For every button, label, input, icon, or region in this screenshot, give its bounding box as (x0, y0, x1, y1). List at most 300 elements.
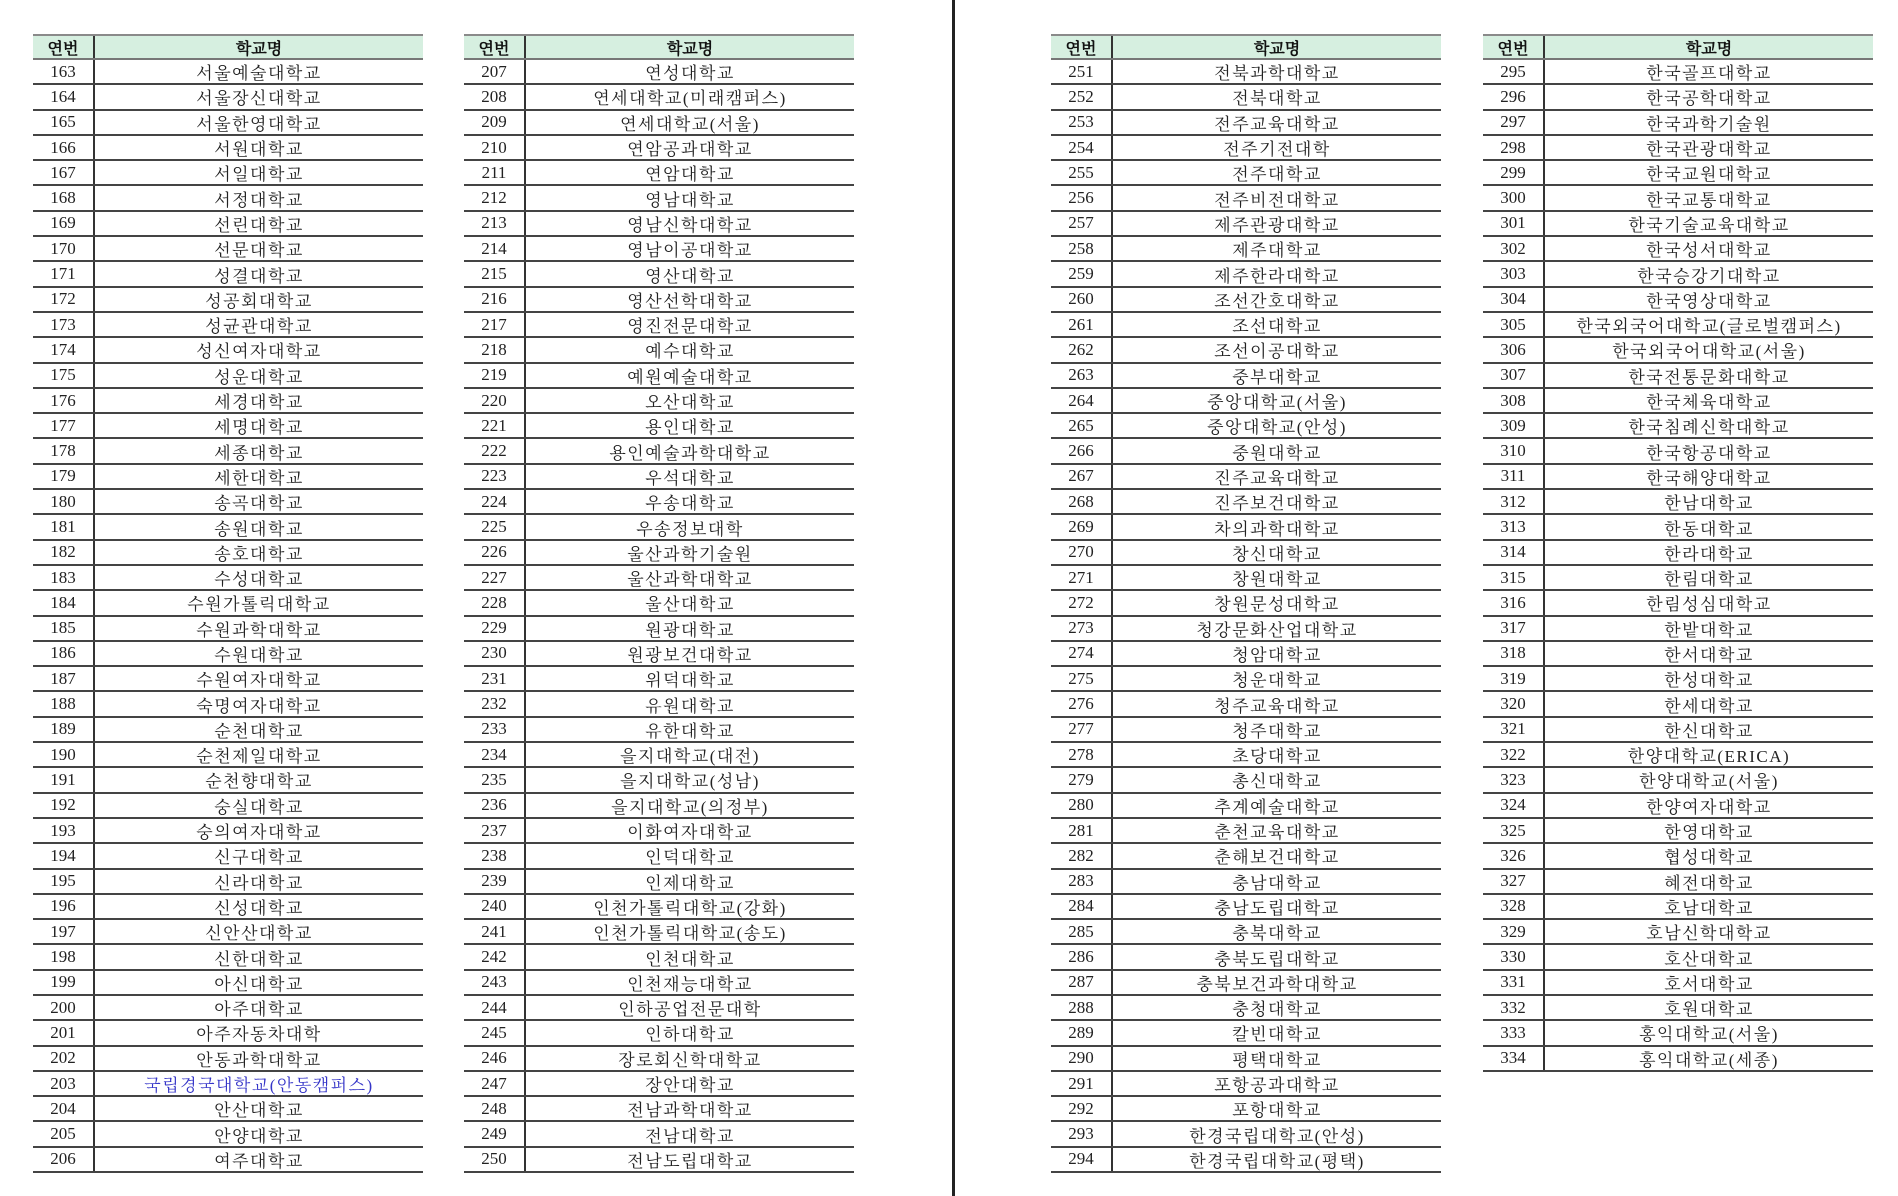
table-row (1051, 60, 1441, 85)
row-number: 296 (1483, 85, 1545, 108)
school-name: 한국전통문화대학교 (1628, 367, 1790, 387)
table-row (464, 338, 854, 363)
school-name: 인덕대학교 (645, 848, 735, 868)
table-row (1483, 60, 1873, 85)
school-name: 을지대학교(의정부) (611, 797, 769, 817)
school-name: 한국기술교육대학교 (1628, 215, 1790, 235)
table-row (33, 617, 423, 642)
row-number: 243 (464, 971, 526, 994)
school-name: 서울예술대학교 (196, 64, 322, 84)
school-name: 수원가톨릭대학교 (187, 595, 331, 615)
table-row (1051, 262, 1441, 287)
school-name: 선문대학교 (214, 241, 304, 261)
school-name: 원광대학교 (645, 620, 735, 640)
row-number: 203 (33, 1072, 95, 1095)
school-name: 제주관광대학교 (1214, 215, 1340, 235)
school-name: 한국교원대학교 (1646, 165, 1772, 185)
table-row (1051, 439, 1441, 464)
row-number: 207 (464, 60, 526, 83)
table-row (1051, 1021, 1441, 1046)
school-name: 홍익대학교(세종) (1639, 1050, 1779, 1070)
school-name: 우송대학교 (645, 494, 735, 514)
table-row (1483, 111, 1873, 136)
row-number: 249 (464, 1122, 526, 1145)
university-table-2 (464, 34, 854, 1173)
school-name: 송곡대학교 (214, 494, 304, 514)
school-name: 창원대학교 (1232, 570, 1322, 590)
school-name: 영남신학대학교 (627, 215, 753, 235)
school-name: 중부대학교 (1232, 367, 1322, 387)
school-name: 신구대학교 (214, 848, 304, 868)
school-name: 예수대학교 (645, 342, 735, 362)
row-number: 305 (1483, 313, 1545, 336)
table-row (33, 1072, 423, 1097)
row-number: 239 (464, 870, 526, 893)
row-number: 311 (1483, 465, 1545, 488)
row-number: 174 (33, 338, 95, 361)
table-row (1051, 414, 1441, 439)
row-number: 257 (1051, 212, 1113, 235)
school-name: 한경국립대학교(안성) (1189, 1126, 1365, 1146)
row-number: 251 (1051, 60, 1113, 83)
school-name: 수원과학대학교 (196, 620, 322, 640)
row-number: 327 (1483, 870, 1545, 893)
row-number: 225 (464, 515, 526, 538)
school-name: 한성대학교 (1664, 671, 1754, 691)
row-number: 172 (33, 288, 95, 311)
school-name: 성신여자대학교 (196, 342, 322, 362)
school-name: 신안산대학교 (205, 924, 313, 944)
row-number: 166 (33, 136, 95, 159)
table-row (464, 971, 854, 996)
table-row (33, 768, 423, 793)
school-name: 충북도립대학교 (1214, 949, 1340, 969)
row-number: 283 (1051, 870, 1113, 893)
table-row (464, 237, 854, 262)
table-row (33, 1148, 423, 1173)
row-number: 167 (33, 161, 95, 184)
row-number: 275 (1051, 667, 1113, 690)
table-row (464, 1122, 854, 1147)
row-number: 291 (1051, 1072, 1113, 1095)
row-number: 271 (1051, 566, 1113, 589)
row-number: 173 (33, 313, 95, 336)
school-name: 영남이공대학교 (627, 241, 753, 261)
row-number: 219 (464, 364, 526, 387)
row-number: 284 (1051, 895, 1113, 918)
school-name: 한국승강기대학교 (1637, 266, 1781, 286)
row-number: 307 (1483, 364, 1545, 387)
table-row (1483, 844, 1873, 869)
row-number: 266 (1051, 439, 1113, 462)
row-number: 278 (1051, 743, 1113, 766)
table-row (1483, 237, 1873, 262)
table-row (33, 212, 423, 237)
table-row (1483, 591, 1873, 616)
school-name: 한국항공대학교 (1646, 443, 1772, 463)
row-number: 169 (33, 212, 95, 235)
school-name: 인하공업전문대학 (618, 1000, 762, 1020)
row-number: 168 (33, 186, 95, 209)
row-number: 272 (1051, 591, 1113, 614)
school-name: 유한대학교 (645, 721, 735, 741)
school-name: 이화여자대학교 (627, 823, 753, 843)
table-row (1051, 819, 1441, 844)
row-number: 326 (1483, 844, 1545, 867)
school-name: 청운대학교 (1232, 671, 1322, 691)
row-number: 177 (33, 414, 95, 437)
table-row (1483, 364, 1873, 389)
row-number: 224 (464, 490, 526, 513)
table-row (33, 364, 423, 389)
row-number: 193 (33, 819, 95, 842)
table-row (464, 920, 854, 945)
row-number: 227 (464, 566, 526, 589)
row-number: 334 (1483, 1047, 1545, 1070)
school-name: 한국체육대학교 (1646, 393, 1772, 413)
table-row (33, 844, 423, 869)
row-number: 195 (33, 870, 95, 893)
school-name: 아신대학교 (214, 974, 304, 994)
row-number: 238 (464, 844, 526, 867)
row-number: 321 (1483, 718, 1545, 741)
row-number: 217 (464, 313, 526, 336)
table-row (33, 136, 423, 161)
row-number: 318 (1483, 642, 1545, 665)
school-name: 용인예술과학대학교 (609, 443, 771, 463)
table-row (1051, 541, 1441, 566)
table-row (1051, 617, 1441, 642)
table-row (1051, 920, 1441, 945)
school-name: 을지대학교(대전) (620, 747, 760, 767)
row-number: 242 (464, 945, 526, 968)
school-name: 중원대학교 (1232, 443, 1322, 463)
row-number: 182 (33, 541, 95, 564)
school-name: 중앙대학교(안성) (1207, 418, 1347, 438)
row-number: 263 (1051, 364, 1113, 387)
row-number: 212 (464, 186, 526, 209)
table-row (1483, 642, 1873, 667)
university-table-4 (1483, 34, 1873, 1072)
school-name: 전남과학대학교 (627, 1101, 753, 1121)
school-name: 전주기전대학 (1223, 140, 1331, 160)
table-row (464, 313, 854, 338)
row-number: 181 (33, 515, 95, 538)
row-number: 331 (1483, 971, 1545, 994)
row-number: 232 (464, 692, 526, 715)
row-number: 309 (1483, 414, 1545, 437)
school-name: 한양대학교(ERICA) (1627, 747, 1791, 767)
table-row (33, 237, 423, 262)
table-row (33, 1047, 423, 1072)
school-name: 한국과학기술원 (1646, 114, 1772, 134)
table-row (464, 85, 854, 110)
school-name: 유원대학교 (645, 696, 735, 716)
school-name: 용인대학교 (645, 418, 735, 438)
row-number: 192 (33, 794, 95, 817)
row-number: 295 (1483, 60, 1545, 83)
row-number: 194 (33, 844, 95, 867)
table-row (1483, 186, 1873, 211)
table-row (1051, 692, 1441, 717)
table-row (464, 111, 854, 136)
table-row (1483, 895, 1873, 920)
table-row (1051, 1097, 1441, 1122)
school-name: 울산과학대학교 (627, 570, 753, 590)
table-row (1051, 895, 1441, 920)
table-row (1483, 617, 1873, 642)
table-row (1051, 1122, 1441, 1147)
school-name: 세종대학교 (214, 443, 304, 463)
row-number: 237 (464, 819, 526, 842)
row-number: 316 (1483, 591, 1545, 614)
school-name: 서정대학교 (214, 190, 304, 210)
row-number: 267 (1051, 465, 1113, 488)
row-number: 189 (33, 718, 95, 741)
row-number: 286 (1051, 945, 1113, 968)
table-row (1051, 288, 1441, 313)
table-row (464, 642, 854, 667)
school-name: 한국영상대학교 (1646, 291, 1772, 311)
row-number: 306 (1483, 338, 1545, 361)
row-number: 274 (1051, 642, 1113, 665)
row-number: 187 (33, 667, 95, 690)
table-row (33, 439, 423, 464)
table-row (464, 136, 854, 161)
row-number: 304 (1483, 288, 1545, 311)
table-row (464, 541, 854, 566)
school-name: 장로회신학대학교 (618, 1050, 762, 1070)
table-row (33, 389, 423, 414)
school-name: 영산선학대학교 (627, 291, 753, 311)
table-row (464, 186, 854, 211)
row-number: 178 (33, 439, 95, 462)
school-name: 충북대학교 (1232, 924, 1322, 944)
row-number: 277 (1051, 718, 1113, 741)
row-number: 328 (1483, 895, 1545, 918)
table-row (1483, 1021, 1873, 1046)
row-number: 176 (33, 389, 95, 412)
school-name: 전주비전대학교 (1214, 190, 1340, 210)
row-number: 165 (33, 111, 95, 134)
school-name: 호산대학교 (1664, 949, 1754, 969)
school-name: 인천대학교 (645, 949, 735, 969)
header-no: 연번 (33, 36, 95, 58)
table-row (33, 667, 423, 692)
header-no: 연번 (1051, 36, 1113, 58)
row-number: 330 (1483, 945, 1545, 968)
school-name: 충북보건과학대학교 (1196, 974, 1358, 994)
table-row (1051, 794, 1441, 819)
table-row (33, 338, 423, 363)
table-row (464, 768, 854, 793)
row-number: 308 (1483, 389, 1545, 412)
school-name: 장안대학교 (645, 1076, 735, 1096)
school-name: 우석대학교 (645, 468, 735, 488)
table-row (1483, 566, 1873, 591)
table-row (464, 212, 854, 237)
school-name: 춘천교육대학교 (1214, 823, 1340, 843)
school-name: 한국관광대학교 (1646, 140, 1772, 160)
school-name: 한국성서대학교 (1646, 241, 1772, 261)
school-name: 춘해보건대학교 (1214, 848, 1340, 868)
header-no: 연번 (1483, 36, 1545, 58)
school-name: 한서대학교 (1664, 645, 1754, 665)
school-name: 순천대학교 (214, 721, 304, 741)
row-number: 302 (1483, 237, 1545, 260)
table-row (1051, 364, 1441, 389)
table-row (464, 945, 854, 970)
school-name: 전주대학교 (1232, 165, 1322, 185)
row-number: 170 (33, 237, 95, 260)
table-row (464, 718, 854, 743)
table-row (1483, 515, 1873, 540)
school-name: 한라대학교 (1664, 544, 1754, 564)
row-number: 282 (1051, 844, 1113, 867)
table-row (33, 642, 423, 667)
school-name: 한림성심대학교 (1646, 595, 1772, 615)
table-row (464, 1072, 854, 1097)
table-row (33, 1097, 423, 1122)
row-number: 247 (464, 1072, 526, 1095)
school-name: 예원예술대학교 (627, 367, 753, 387)
row-number: 248 (464, 1097, 526, 1120)
header-no: 연번 (464, 36, 526, 58)
school-name: 연세대학교(미래캠퍼스) (593, 89, 787, 109)
table-row (464, 262, 854, 287)
school-name: 한영대학교 (1664, 823, 1754, 843)
table-row (1483, 439, 1873, 464)
table-row (1483, 85, 1873, 110)
school-name: 호원대학교 (1664, 1000, 1754, 1020)
table-row (464, 60, 854, 85)
school-name: 서원대학교 (214, 140, 304, 160)
school-name: 한국침례신학대학교 (1628, 418, 1790, 438)
row-number: 250 (464, 1148, 526, 1171)
school-name: 수원여자대학교 (196, 671, 322, 691)
table-row (464, 364, 854, 389)
table-row (33, 515, 423, 540)
row-number: 205 (33, 1122, 95, 1145)
row-number: 262 (1051, 338, 1113, 361)
table-row (33, 85, 423, 110)
row-number: 300 (1483, 186, 1545, 209)
school-name: 송원대학교 (214, 519, 304, 539)
school-name: 창신대학교 (1232, 544, 1322, 564)
row-number: 230 (464, 642, 526, 665)
school-name: 우송정보대학 (636, 519, 744, 539)
row-number: 260 (1051, 288, 1113, 311)
table-row (33, 895, 423, 920)
school-name: 안산대학교 (214, 1101, 304, 1121)
table-row (464, 667, 854, 692)
table-row (1051, 186, 1441, 211)
university-table-3 (1051, 34, 1441, 1173)
school-name: 한밭대학교 (1664, 620, 1754, 640)
school-name: 연암공과대학교 (627, 140, 753, 160)
school-name: 성균관대학교 (205, 317, 313, 337)
table-row (464, 996, 854, 1021)
school-name: 서울한영대학교 (196, 114, 322, 134)
row-number: 190 (33, 743, 95, 766)
table-row (464, 617, 854, 642)
table-row (1051, 971, 1441, 996)
school-name: 성공회대학교 (205, 291, 313, 311)
table-row (33, 1021, 423, 1046)
row-number: 303 (1483, 262, 1545, 285)
school-name: 한양대학교(서울) (1639, 772, 1779, 792)
table-row (33, 794, 423, 819)
row-number: 180 (33, 490, 95, 513)
school-name: 홍익대학교(서울) (1639, 1025, 1779, 1045)
school-name: 조선이공대학교 (1214, 342, 1340, 362)
row-number: 213 (464, 212, 526, 235)
row-number: 287 (1051, 971, 1113, 994)
table-row (1483, 768, 1873, 793)
school-name: 호남신학대학교 (1646, 924, 1772, 944)
school-name: 한국외국어대학교(서울) (1612, 342, 1806, 362)
table-row (1051, 515, 1441, 540)
row-number: 198 (33, 945, 95, 968)
row-number: 183 (33, 566, 95, 589)
table-row (1483, 920, 1873, 945)
table-row (33, 819, 423, 844)
school-name: 여주대학교 (214, 1151, 304, 1171)
row-number: 197 (33, 920, 95, 943)
row-number: 186 (33, 642, 95, 665)
school-name: 한국골프대학교 (1646, 64, 1772, 84)
row-number: 322 (1483, 743, 1545, 766)
school-name: 선린대학교 (214, 215, 304, 235)
row-number: 315 (1483, 566, 1545, 589)
row-number: 270 (1051, 541, 1113, 564)
school-name: 제주대학교 (1232, 241, 1322, 261)
table-row (1051, 161, 1441, 186)
table-row (1483, 692, 1873, 717)
table-row (1483, 338, 1873, 363)
school-name: 전남대학교 (645, 1126, 735, 1146)
row-number: 184 (33, 591, 95, 614)
row-number: 293 (1051, 1122, 1113, 1145)
row-number: 196 (33, 895, 95, 918)
school-name: 서울장신대학교 (196, 89, 322, 109)
table-row (1483, 945, 1873, 970)
row-number: 256 (1051, 186, 1113, 209)
row-number: 223 (464, 465, 526, 488)
row-number: 314 (1483, 541, 1545, 564)
school-name: 호서대학교 (1664, 974, 1754, 994)
header-name: 학교명 (1253, 38, 1301, 58)
row-number: 332 (1483, 996, 1545, 1019)
school-name[interactable]: 국립경국대학교(안동캠퍼스) (144, 1076, 374, 1096)
table-row (1483, 288, 1873, 313)
table-row (464, 288, 854, 313)
school-name: 숭실대학교 (214, 797, 304, 817)
table-row (1483, 1047, 1873, 1072)
table-row (1051, 844, 1441, 869)
school-name: 인천가톨릭대학교(강화) (593, 898, 787, 918)
table-row (1483, 667, 1873, 692)
school-name: 충남대학교 (1232, 873, 1322, 893)
table-row (464, 389, 854, 414)
row-number: 200 (33, 996, 95, 1019)
row-number: 292 (1051, 1097, 1113, 1120)
school-name: 성운대학교 (214, 367, 304, 387)
row-number: 252 (1051, 85, 1113, 108)
table-row (1051, 768, 1441, 793)
table-row (33, 541, 423, 566)
table-row (1051, 136, 1441, 161)
